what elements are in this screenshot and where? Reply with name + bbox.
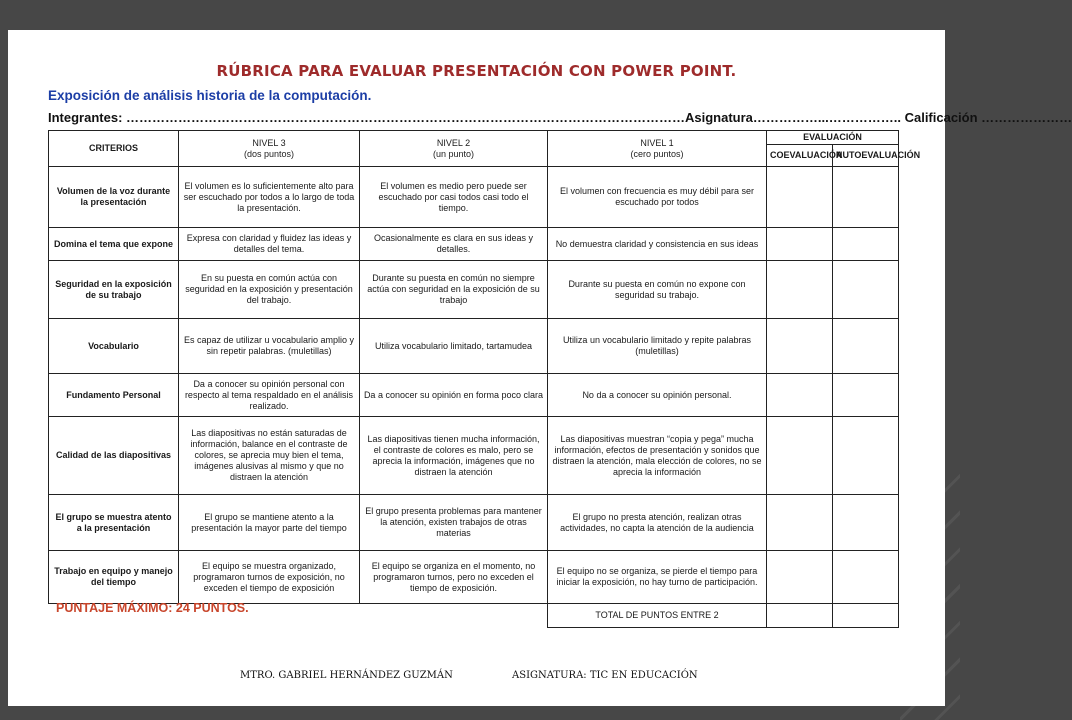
level-2-cell: Las diapositivas tienen mucha información, el contraste de colores es malo, pero se aprecia la información, imágenes que no distraen la atención — [360, 417, 548, 495]
autoevaluacion-cell — [833, 374, 899, 417]
nivel-1-label: NIVEL 1 — [640, 137, 674, 148]
level-3-cell: El volumen es lo suficientemente alto para ser escuchado por todos a lo largo de toda la presentación. — [179, 167, 360, 228]
level-1-cell: Utiliza un vocabulario limitado y repite palabras (muletillas) — [548, 319, 767, 374]
level-3-cell: Es capaz de utilizar u vocabulario amplio y sin repetir palabras. (muletillas) — [179, 319, 360, 374]
coevaluacion-cell — [767, 167, 833, 228]
coevaluacion-cell — [767, 417, 833, 495]
slide — [8, 30, 1072, 706]
level-1-cell: Las diapositivas muestran “copia y pega” mucha información, efectos de presentación y sonidos que distraen la atención, mala elección de colores, no se aprecia la información — [548, 417, 767, 495]
criterion-cell: Domina el tema que expone — [49, 228, 179, 261]
autoevaluacion-cell — [833, 167, 899, 228]
level-2-cell: Durante su puesta en común no siempre actúa con seguridad en la exposición de su trabajo — [360, 261, 548, 319]
nivel-2-label: NIVEL 2 — [436, 137, 471, 148]
table-row — [49, 417, 899, 495]
level-3-cell: Expresa con claridad y fluidez las ideas y detalles del tema. — [179, 228, 360, 261]
info-line: Integrantes: …………………………………………………………………………………………………………………Asignatura……………...…………….. Calificación ………………… — [48, 110, 1072, 125]
criterios-header: CRITERIOS — [49, 131, 179, 167]
level-3-cell: Da a conocer su opinión personal con respecto al tema respaldado en el análisis realizado. — [179, 374, 360, 417]
nivel-3-header — [179, 131, 360, 167]
table-row — [49, 167, 899, 228]
criterion-cell: Volumen de la voz durante la presentación — [49, 167, 179, 228]
level-2-cell: Da a conocer su opinión en forma poco clara — [360, 374, 548, 417]
level-1-cell: No da a conocer su opinión personal. — [548, 374, 767, 417]
nivel-3-points: (dos puntos) — [243, 148, 295, 159]
nivel-2-points: (un punto) — [432, 148, 475, 159]
coevaluacion-cell — [767, 261, 833, 319]
page-title: RÚBRICA PARA EVALUAR PRESENTACIÓN CON POWER POINT. — [216, 62, 737, 80]
subject-name: ASIGNATURA: TIC EN EDUCACIÓN — [512, 670, 698, 681]
level-2-cell: Ocasionalmente es clara en sus ideas y detalles. — [360, 228, 548, 261]
table-row — [49, 495, 899, 551]
nivel-1-points: (cero puntos) — [630, 148, 684, 159]
nivel-2-header — [360, 131, 548, 167]
level-2-cell: El equipo se organiza en el momento, no programaron turnos, pero no exceden el tiempo de exposición. — [360, 551, 548, 604]
evaluacion-header: EVALUACIÓN — [767, 131, 899, 145]
criterion-cell: Vocabulario — [49, 319, 179, 374]
rubric-table — [48, 130, 921, 628]
level-3-cell: El grupo se mantiene atento a la presentación la mayor parte del tiempo — [179, 495, 360, 551]
max-score: PUNTAJE MÁXIMO: 24 PUNTOS. — [56, 601, 249, 615]
level-1-cell: El volumen con frecuencia es muy débil para ser escuchado por todos — [548, 167, 767, 228]
coevaluacion-header: COEVALUACIÓN — [767, 145, 833, 167]
coevaluacion-cell — [767, 319, 833, 374]
level-2-cell: El volumen es medio pero puede ser escuchado por casi todos casi todo el tiempo. — [360, 167, 548, 228]
criterion-cell: Fundamento Personal — [49, 374, 179, 417]
total-label: TOTAL DE PUNTOS ENTRE 2 — [548, 604, 767, 628]
coevaluacion-cell — [767, 374, 833, 417]
coevaluacion-cell — [767, 228, 833, 261]
autoevaluacion-cell — [833, 551, 899, 604]
nivel-3-label: NIVEL 3 — [252, 137, 286, 148]
autoevaluacion-cell — [833, 417, 899, 495]
autoevaluacion-cell — [833, 495, 899, 551]
criterion-cell: Trabajo en equipo y manejo del tiempo — [49, 551, 179, 604]
level-3-cell: Las diapositivas no están saturadas de información, balance en el contraste de colores, se aprecia muy bien el tema, imágenes alusivas al mismo y que no distraen la atención — [179, 417, 360, 495]
total-autoevaluacion-cell — [833, 604, 899, 628]
autoevaluacion-header: AUTOEVALUACIÓN — [833, 145, 899, 167]
level-3-cell: El equipo se muestra organizado, programaron turnos de exposición, no exceden el tiempo de exposición — [179, 551, 360, 604]
level-2-cell: Utiliza vocabulario limitado, tartamudea — [360, 319, 548, 374]
autoevaluacion-cell — [833, 261, 899, 319]
table-row — [49, 228, 899, 261]
criterion-cell: El grupo se muestra atento a la presentación — [49, 495, 179, 551]
table-row — [49, 551, 899, 604]
level-1-cell: No demuestra claridad y consistencia en sus ideas — [548, 228, 767, 261]
level-2-cell: El grupo presenta problemas para mantener la atención, existen trabajos de otras materias — [360, 495, 548, 551]
coevaluacion-cell — [767, 495, 833, 551]
autoevaluacion-cell — [833, 228, 899, 261]
table-row — [49, 319, 899, 374]
autoevaluacion-cell — [833, 319, 899, 374]
coevaluacion-cell — [767, 551, 833, 604]
table-row — [49, 261, 899, 319]
criterion-cell: Calidad de las diapositivas — [49, 417, 179, 495]
total-coevaluacion-cell — [767, 604, 833, 628]
level-1-cell: El grupo no presta atención, realizan otras actividades, no capta la atención de la audiencia — [548, 495, 767, 551]
teacher-name: MTRO. GABRIEL HERNÁNDEZ GUZMÁN — [240, 670, 453, 681]
table-row — [49, 374, 899, 417]
level-1-cell: Durante su puesta en común no expone con seguridad su trabajo. — [548, 261, 767, 319]
nivel-1-header — [548, 131, 767, 167]
criterion-cell: Seguridad en la exposición de su trabajo — [49, 261, 179, 319]
level-3-cell: En su puesta en común actúa con seguridad en la exposición y presentación del trabajo. — [179, 261, 360, 319]
level-1-cell: El equipo no se organiza, se pierde el tiempo para iniciar la exposición, no hay turno de participación. — [548, 551, 767, 604]
page-subtitle: Exposición de análisis historia de la computación. — [48, 88, 372, 103]
